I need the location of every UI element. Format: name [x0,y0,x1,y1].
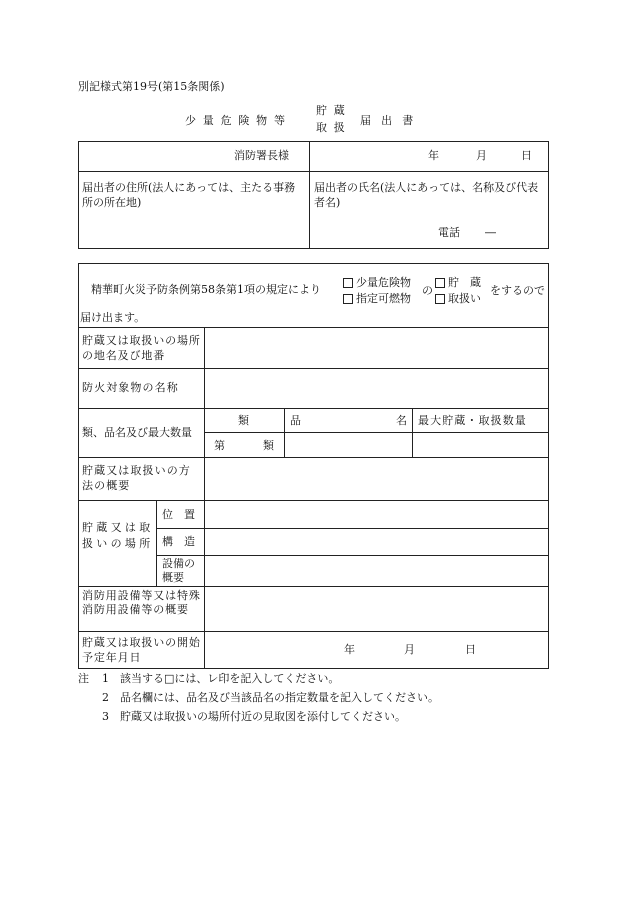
sub-equipment-label: 設備の概要 [162,557,195,584]
note-2-text: 品名欄には、品名及び当該品名の指定数量を記入してください。 [120,691,439,704]
phone-label: 電話 [438,226,460,239]
checkbox-designated[interactable] [343,294,353,304]
option-designated: 指定可燃物 [343,292,411,306]
col-item-name-header: 名 [396,414,407,427]
notes-label: 注 [78,672,89,685]
note-3-text: 貯蔵又は取扱いの場所付近の見取図を添付してください。 [120,710,406,723]
checkbox-small-quantity[interactable] [343,278,353,288]
note-1-text: 該当する□には、レ印を記入してください。 [120,672,340,685]
note-1-number: 1 [102,672,109,685]
sub-structure-label: 構 造 [162,535,195,548]
sub-position-label: 位 置 [162,508,195,521]
declaration-end: 届け出ます。 [80,311,146,324]
row-start-date-label: 貯蔵又は取扱いの開始予定年月日 [82,636,201,664]
start-year-label: 年 [344,643,355,656]
row-place-label: 貯蔵又は取扱いの場所 [82,521,154,550]
applicant-address-label: 届出者の住所(法人にあっては、主たる事務所の所在地) [82,181,296,209]
checkbox-handling[interactable] [435,294,445,304]
row-class-label: 類、品名及び最大数量 [82,426,192,439]
row-fire-equipment-label: 消防用設備等又は特殊消防用設備等の概要 [82,589,201,616]
row-method-label: 貯蔵又は取扱いの方法の概要 [82,464,191,492]
date-year-label: 年 [428,149,439,162]
class-cell-rui: 類 [263,439,274,452]
addressee: 消防署長様 [234,149,289,162]
date-month-label: 月 [476,149,487,162]
col-class-header: 類 [238,414,249,427]
start-day-label: 日 [465,643,476,656]
form-number: 別記様式第19号(第15条関係) [78,80,225,93]
col-max-qty-header: 最大貯蔵・取扱数量 [418,414,527,427]
note-2-number: 2 [102,691,109,704]
col-item-header: 品 [290,414,301,427]
checkbox-storage[interactable] [435,278,445,288]
note-3-number: 3 [102,710,109,723]
option-handling: 取扱い [435,292,481,306]
option-small-quantity: 少量危険物 [343,276,411,290]
declaration-suffix: をするので [490,284,545,297]
class-cell-dai: 第 [214,439,225,452]
row-target-name-label: 防火対象物の名称 [82,381,179,394]
title-stack-top: 貯 蔵 [316,104,347,117]
row-location-label: 貯蔵又は取扱いの場所の地名及び地番 [82,334,201,362]
start-month-label: 月 [404,643,415,656]
title-left: 少 量 危 険 物 等 [185,114,287,127]
phone-dash: ― [485,226,496,239]
applicant-name-label: 届出者の氏名(法人にあっては、名称及び代表者名) [314,181,539,209]
title-stack-bottom: 取 扱 [316,121,347,134]
option-storage: 貯 蔵 [435,276,481,290]
declaration-prefix: 精華町火災予防条例第58条第1項の規定により [91,283,321,296]
title-right: 届 出 書 [360,114,417,127]
date-day-label: 日 [521,149,532,162]
particle-no: の [422,284,433,297]
